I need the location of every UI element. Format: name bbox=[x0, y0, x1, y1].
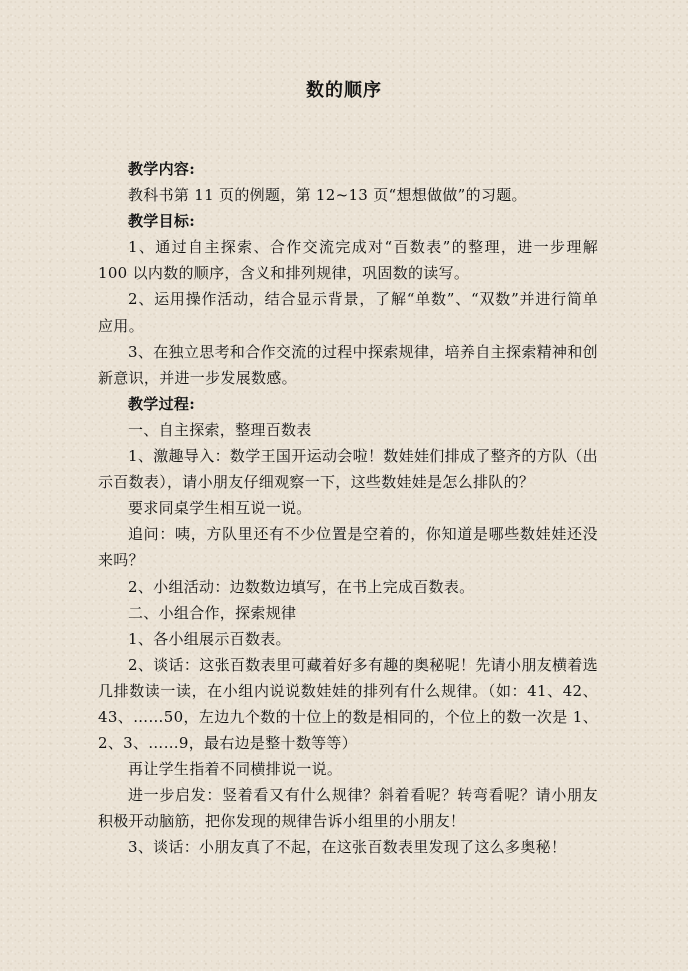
paragraph: 一、自主探索，整理百数表 bbox=[128, 420, 312, 439]
paragraph: 3、在独立思考和合作交流的过程中探索规律，培养自主探索精神和创新意识，并进一步发展数感。 bbox=[98, 342, 598, 387]
paragraph: 1、各小组展示百数表。 bbox=[128, 629, 291, 648]
paragraph-heading-objectives: 教学目标: bbox=[128, 212, 196, 231]
paragraph: 教科书第 11 页的例题，第 12~13 页“想想做做”的习题。 bbox=[128, 186, 527, 205]
document-body bbox=[98, 156, 598, 861]
paragraph: 追问：咦，方队里还有不少位置是空着的，你知道是哪些数娃娃还没来吗？ bbox=[98, 525, 598, 570]
paragraph: 3、谈话：小朋友真了不起，在这张百数表里发现了这么多奥秘！ bbox=[128, 838, 567, 857]
document-title: 数的顺序 bbox=[306, 80, 382, 101]
paragraph: 1、通过自主探索、合作交流完成对“百数表”的整理，进一步理解 100 以内数的顺序，含义和排列规律，巩固数的读写。 bbox=[98, 238, 598, 283]
paragraph-heading-process: 教学过程: bbox=[128, 394, 196, 413]
paragraph: 2、运用操作活动，结合显示背景，了解“单数”、“双数”并进行简单应用。 bbox=[98, 290, 598, 335]
paragraph: 1、激趣导入：数学王国开运动会啦！数娃娃们排成了整齐的方队（出示百数表），请小朋友仔细观察一下，这些数娃娃是怎么排队的？ bbox=[98, 447, 598, 492]
paragraph: 再让学生指着不同横排说一说。 bbox=[128, 760, 343, 779]
paragraph: 要求同桌学生相互说一说。 bbox=[128, 499, 312, 518]
paragraph: 二、小组合作，探索规律 bbox=[128, 603, 297, 622]
paragraph: 进一步启发：竖着看又有什么规律？斜着看呢？转弯看呢？请小朋友积极开动脑筋，把你发现的规律告诉小组里的小朋友！ bbox=[98, 786, 598, 831]
paragraph: 2、谈话：这张百数表里可藏着好多有趣的奥秘呢！先请小朋友横着选几排数读一读，在小组内说说数娃娃的排列有什么规律。（如：41、42、43、……50，左边九个数的十位上的数是相同的，个位上的数一次是 1、2、3、……9，最右边是整十数等等） bbox=[98, 655, 598, 753]
paragraph-heading-content: 教学内容: bbox=[128, 160, 196, 178]
paragraph: 2、小组活动：边数数边填写，在书上完成百数表。 bbox=[128, 577, 475, 596]
